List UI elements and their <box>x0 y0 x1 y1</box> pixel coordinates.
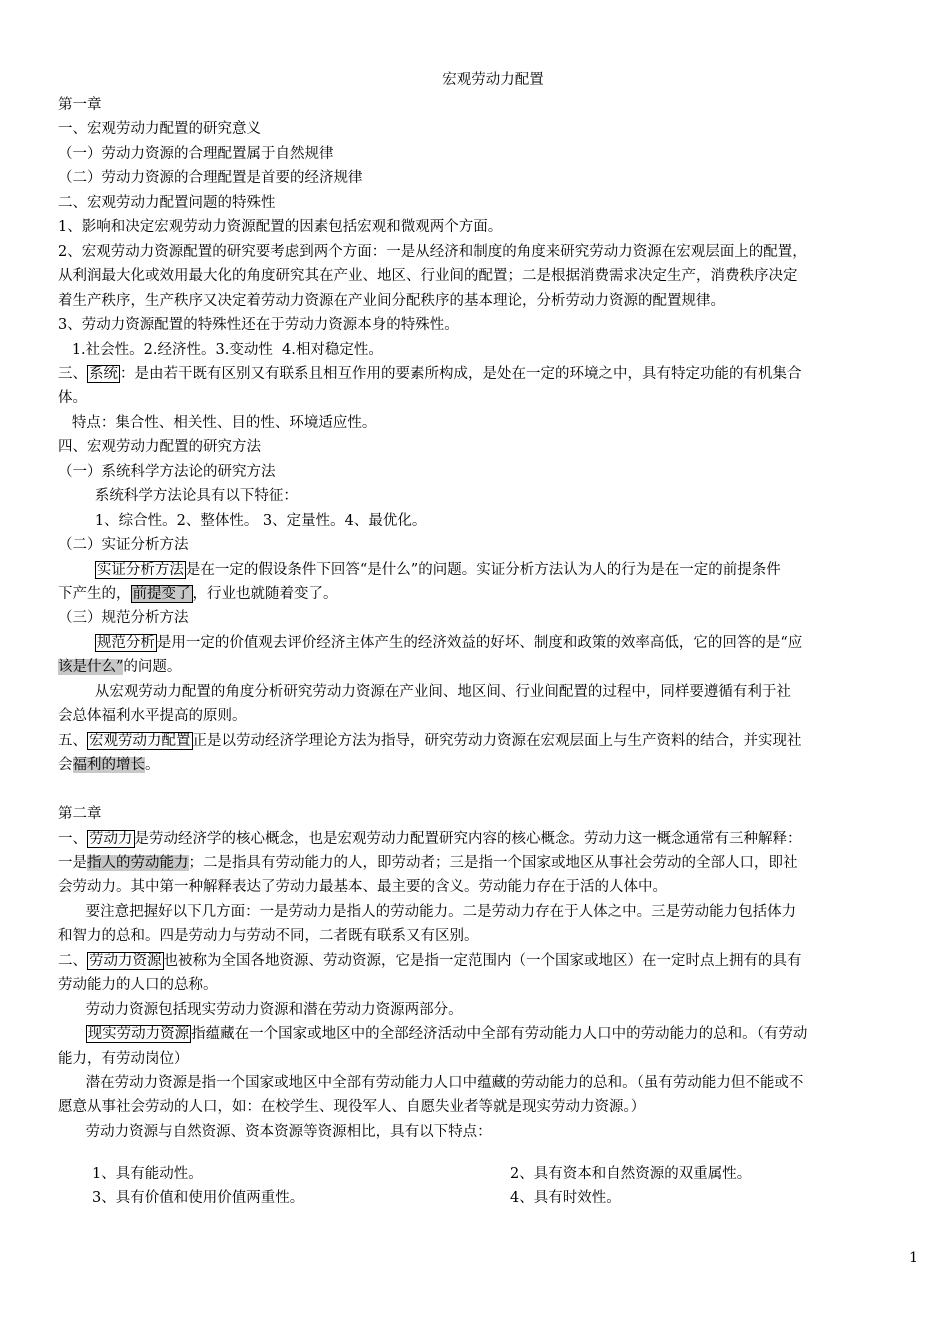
text-line <box>58 264 928 288</box>
text-line <box>58 973 928 997</box>
text-run: 愿意从事社会劳动的人口，如：在校学生、现役军人、自愿失业者等就是现实劳动力资源。） <box>58 1099 646 1116</box>
text-run: 劳动力资源包括现实劳动力资源和潜在劳动力资源两部分。 <box>58 1001 463 1018</box>
text-run: 也被称为全国各地资源、劳动资源，它是指一定范围内（一个国家或地区）在一定时点上拥有的具有 <box>163 952 802 969</box>
text-line <box>58 802 928 826</box>
text-line <box>58 558 928 582</box>
text-line <box>58 949 928 973</box>
text-line <box>58 851 928 875</box>
feature-item: 2、具有资本和自然资源的双重属性。 <box>510 1166 752 1182</box>
page-number: 1 <box>909 1250 918 1266</box>
text-line <box>58 1095 928 1119</box>
text-run: 2、宏观劳动力资源配置的研究要考虑到两个方面：一是从经济和制度的角度来研究劳动力资源在宏观层面上的配置， <box>58 243 807 260</box>
text-run: 二、宏观劳动力配置问题的特殊性 <box>58 194 276 211</box>
text-run: 从利润最大化或效用最大化的角度研究其在产业、地区、行业间的配置；二是根据消费需求决定生产，消费秩序决定 <box>58 268 798 285</box>
text-line <box>58 142 928 166</box>
text-line <box>58 900 928 924</box>
feature-item: 3、具有价值和使用价值两重性。 <box>92 1190 305 1206</box>
text-run: 劳动力资源与自然资源、资本资源等资源相比，具有以下特点： <box>58 1123 492 1140</box>
text-line <box>58 704 928 728</box>
text-line <box>58 460 928 484</box>
text-line <box>58 191 928 215</box>
text-run: 的问题。 <box>123 659 182 676</box>
text-run: 要注意把握好以下几方面：一是劳动力是指人的劳动能力。二是劳动力存在于人体之中。三是劳动能力包括体力 <box>58 903 797 920</box>
text-line <box>58 631 928 655</box>
text-line <box>58 753 928 777</box>
text-run <box>58 635 95 651</box>
text-line <box>58 338 928 362</box>
text-run: 第二章 <box>58 806 102 823</box>
text-run: 劳动能力的人口的总称。 <box>58 977 218 994</box>
text-line <box>58 924 928 948</box>
text-line <box>58 1120 928 1144</box>
feature-item: 1、具有能动性。 <box>92 1166 203 1182</box>
text-run: 第一章 <box>58 97 102 113</box>
text-run: 四、宏观劳动力配置的研究方法 <box>58 439 261 456</box>
text-line <box>58 680 928 704</box>
text-line <box>58 166 928 190</box>
boxed-term: 劳动力资源 <box>89 952 162 969</box>
text-run: 。 <box>145 757 160 774</box>
text-run: 指蕴藏在一个国家或地区中的全部经济活动中全部有劳动能力人口中的劳动能力的总和。（有劳动 <box>191 1026 808 1043</box>
text-line <box>58 875 928 899</box>
text-run: 五、 <box>58 732 87 749</box>
text-run: 一是 <box>58 854 87 871</box>
text-line <box>58 509 928 533</box>
text-run: 二、 <box>58 952 87 969</box>
text-line <box>58 998 928 1022</box>
boxed-term: 前提变了 <box>132 586 191 602</box>
text-line <box>58 289 928 313</box>
text-run: 特点：集合性、相关性、目的性、环境适应性。 <box>58 414 377 431</box>
text-run: 是劳动经济学的核心概念，也是宏观劳动力配置研究内容的核心概念。劳动力这一概念通常有三种解释： <box>134 830 802 847</box>
text-run: 1、综合性。2、整体性。 3、定量性。4、最优化。 <box>58 512 427 529</box>
text-run: 正是以劳动经济学理论方法为指导，研究劳动力资源在宏观层面上与生产资料的结合，并实现社 <box>192 732 802 749</box>
text-line <box>58 215 928 239</box>
text-run: （一）劳动力资源的合理配置属于自然规律 <box>58 145 334 162</box>
text-line <box>58 93 928 117</box>
text-run <box>58 1026 86 1042</box>
text-run: 3、劳动力资源配置的特殊性还在于劳动力资源本身的特殊性。 <box>58 317 459 334</box>
text-run: 1.社会性。2.经济性。3.变动性 4.相对稳定性。 <box>58 341 383 358</box>
text-run: 体。 <box>58 390 87 407</box>
text-run: 一、 <box>58 830 87 847</box>
text-run: 会总体福利水平提高的原则。 <box>58 708 247 725</box>
text-run: 从宏观劳动力配置的角度分析研究劳动力资源在产业间、地区间、行业间配置的过程中，同样要遵循有利于社 <box>58 683 791 700</box>
text-line <box>58 1047 928 1071</box>
text-line <box>58 606 928 630</box>
boxed-term: 宏观劳动力配置 <box>89 732 191 749</box>
feature-item: 4、具有时效性。 <box>510 1190 621 1206</box>
boxed-term: 实证分析方法 <box>96 561 184 578</box>
text-run: 系统科学方法论具有以下特征： <box>58 488 298 505</box>
text-line <box>58 386 928 410</box>
text-run: （二）实证分析方法 <box>58 537 189 554</box>
text-line <box>58 362 928 386</box>
text-line <box>58 729 928 753</box>
text-line <box>58 411 928 435</box>
boxed-term: 系统 <box>89 365 118 382</box>
text-line <box>58 582 928 606</box>
text-run: 着生产秩序，生产秩序又决定着劳动力资源在产业间分配秩序的基本理论，分析劳动力资源的配置规律。 <box>58 292 725 309</box>
boxed-term: 劳动力 <box>89 830 133 847</box>
text-line <box>58 240 928 264</box>
text-run: ；二是指具有劳动能力的人，即劳动者；三是指一个国家或地区从事社会劳动的全部人口，即社 <box>188 854 798 871</box>
highlighted-text: 福利的增长 <box>72 757 145 774</box>
text-line <box>58 827 928 851</box>
highlighted-text: 指人的劳动能力 <box>87 854 189 871</box>
text-run: 会劳动力。其中第一种解释表达了劳动力最基本、最主要的含义。劳动能力存在于活的人体中。 <box>58 879 667 896</box>
text-run <box>58 562 95 578</box>
text-line <box>58 655 928 679</box>
text-run: 会 <box>58 757 73 774</box>
text-run: 下产生的， <box>58 586 131 602</box>
highlighted-text: 该是什么” <box>58 659 124 676</box>
text-run: 能力，有劳动岗位） <box>58 1050 189 1067</box>
text-line <box>58 1071 928 1095</box>
text-line <box>58 1022 928 1046</box>
text-run: ：是由若干既有区别又有联系且相互作用的要素所构成，是处在一定的环境之中，具有特定功能的有机集合 <box>120 365 802 382</box>
text-run: ，行业也就随着变了。 <box>192 586 338 602</box>
text-line <box>58 117 928 141</box>
text-run: 1、影响和决定宏观劳动力资源配置的因素包括宏观和微观两个方面。 <box>58 219 503 236</box>
text-run: 是在一定的假设条件下回答“是什么”的问题。实证分析方法认为人的行为是在一定的前提条件 <box>185 561 781 578</box>
text-line <box>58 435 928 459</box>
boxed-term: 现实劳动力资源 <box>87 1026 190 1043</box>
text-run: （三）规范分析方法 <box>58 610 189 627</box>
text-line <box>58 313 928 337</box>
page-title: 宏观劳动力配置 <box>442 72 544 88</box>
text-line <box>58 484 928 508</box>
text-run: 是用一定的价值观去评价经济主体产生的经济效益的好坏、制度和政策的效率高低，它的回答的是“应 <box>156 634 803 651</box>
text-line <box>58 778 928 802</box>
text-run: （二）劳动力资源的合理配置是首要的经济规律 <box>58 170 363 187</box>
text-run: （一）系统科学方法论的研究方法 <box>58 463 276 480</box>
text-run: 潜在劳动力资源是指一个国家或地区中全部有劳动能力人口中蕴藏的劳动能力的总和。（虽有劳动能力但不能或不 <box>58 1075 804 1091</box>
text-run: 三、 <box>58 365 87 382</box>
text-run: 和智力的总和。四是劳动力与劳动不同，二者既有联系又有区别。 <box>58 928 479 945</box>
text-line <box>58 533 928 557</box>
boxed-term: 规范分析 <box>96 634 155 651</box>
text-run: 一、宏观劳动力配置的研究意义 <box>58 121 261 138</box>
